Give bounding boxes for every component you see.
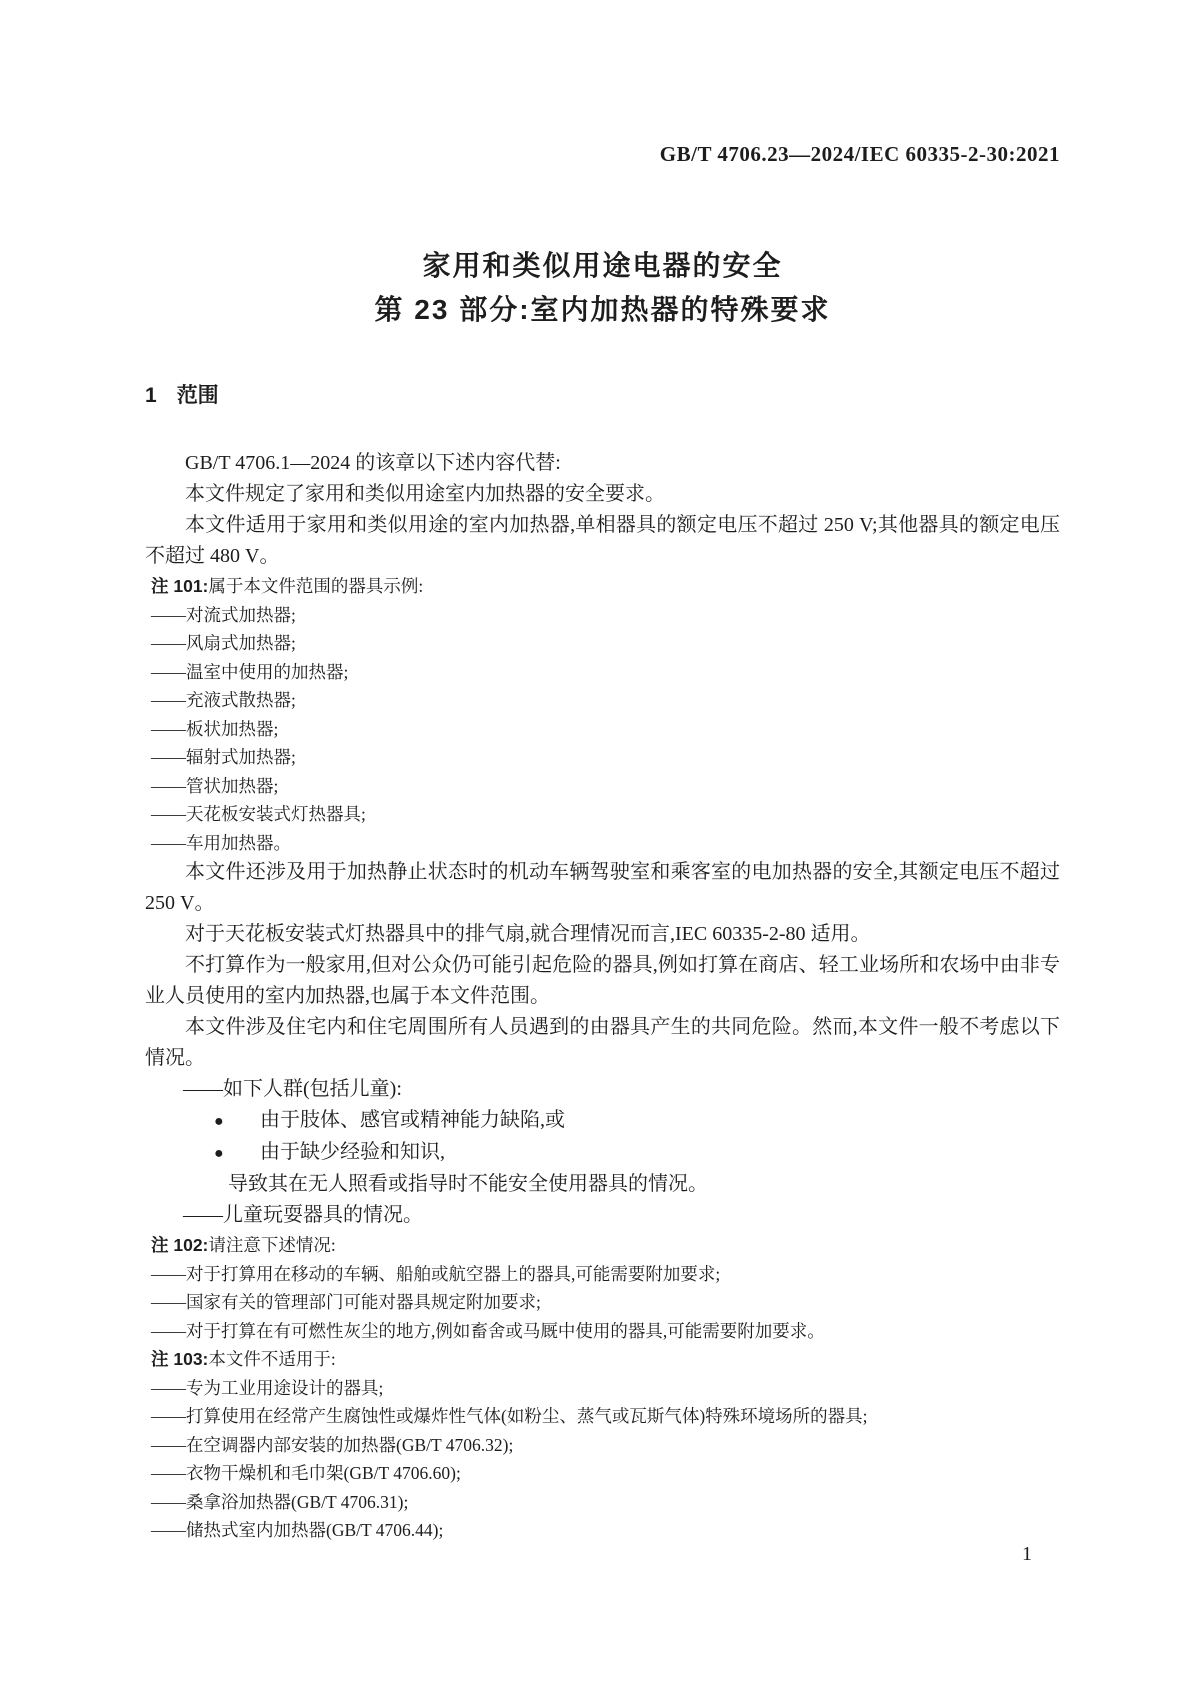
- note-103-block: [151, 1345, 1060, 1545]
- page-content: [145, 0, 1060, 1545]
- title-line-2: 第 23 部分:室内加热器的特殊要求: [374, 294, 831, 325]
- note-101-item: ——充液式散热器;: [151, 690, 296, 710]
- note-103-item: ——打算使用在经常产生腐蚀性或爆炸性气体(如粉尘、蒸气或瓦斯气体)特殊环境场所的器具;: [151, 1406, 868, 1426]
- bullet-icon: ●: [214, 1113, 224, 1130]
- note-101-item: ——管状加热器;: [151, 775, 279, 796]
- bullet-item-experience: [214, 1137, 1060, 1169]
- page-number: 1: [1022, 1543, 1032, 1565]
- note-103-item: ——桑拿浴加热器(GB/T 4706.31);: [151, 1491, 409, 1512]
- paragraph-scope-statement: 本文件规定了家用和类似用途室内加热器的安全要求。: [185, 483, 665, 505]
- note-103-text: 本文件不适用于:: [208, 1349, 336, 1369]
- section-number: 1: [145, 384, 157, 407]
- note-103-heading: [151, 1345, 1060, 1374]
- title-line-1: 家用和类似用途电器的安全: [422, 250, 783, 281]
- note-101-item: ——温室中使用的加热器;: [151, 661, 349, 682]
- note-101-block: [151, 572, 1060, 857]
- note-101-heading: [151, 572, 1060, 601]
- note-101-item: ——天花板安装式灯热器具;: [151, 804, 366, 824]
- note-103-item: ——在空调器内部安装的加热器(GB/T 4706.32);: [151, 1434, 514, 1455]
- note-101-item: ——辐射式加热器;: [151, 747, 296, 767]
- note-103-label: 注 103:: [151, 1349, 209, 1369]
- note-102-block: [151, 1231, 1060, 1345]
- paragraph-exhaust-fan: 对于天花板安装式灯热器具中的排气扇,就合理情况而言,IEC 60335-2-80 适用。: [185, 923, 871, 945]
- bullet-icon: ●: [214, 1145, 224, 1162]
- section-title: 范围: [176, 384, 219, 407]
- note-102-item: ——国家有关的管理部门可能对器具规定附加要求;: [151, 1292, 541, 1312]
- paragraph-rated-voltage: 本文件适用于家用和类似用途的室内加热器,单相器具的额定电压不超过 250 V;其他器具的额定电压不超过 480 V。: [145, 514, 1060, 567]
- dash-item-persons: ——如下人群(包括儿童):: [183, 1078, 402, 1100]
- dash-item-children-play: ——儿童玩耍器具的情况。: [183, 1204, 423, 1226]
- note-102-item: ——对于打算在有可燃性灰尘的地方,例如畜舍或马厩中使用的器具,可能需要附加要求。: [151, 1320, 825, 1341]
- paragraph-non-household: 不打算作为一般家用,但对公众仍可能引起危险的器具,例如打算在商店、轻工业场所和农场中由非专业人员使用的室内加热器,也属于本文件范围。: [145, 954, 1060, 1007]
- note-101-item: ——板状加热器;: [151, 718, 279, 739]
- bullet-item-physical: [214, 1105, 1060, 1137]
- note-102-heading: [151, 1231, 1060, 1260]
- paragraph-vehicle-heaters: 本文件还涉及用于加热静止状态时的机动车辆驾驶室和乘客室的电加热器的安全,其额定电压不超过 250 V。: [145, 861, 1060, 914]
- note-101-item: ——风扇式加热器;: [151, 633, 296, 653]
- hanging-line-unsupervised: 导致其在无人照看或指导时不能安全使用器具的情况。: [228, 1173, 708, 1195]
- note-102-item: ——对于打算用在移动的车辆、船舶或航空器上的器具,可能需要附加要求;: [151, 1263, 721, 1284]
- standard-code-header: GB/T 4706.23—2024/IEC 60335-2-30:2021: [659, 142, 1060, 166]
- bullet-text: 由于缺少经验和知识,: [260, 1141, 445, 1163]
- paragraph-common-hazards: 本文件涉及住宅内和住宅周围所有人员遇到的由器具产生的共同危险。然而,本文件一般不考虑以下情况。: [145, 1016, 1060, 1069]
- note-103-item: ——储热式室内加热器(GB/T 4706.44);: [151, 1520, 444, 1540]
- note-103-item: ——衣物干燥机和毛巾架(GB/T 4706.60);: [151, 1463, 461, 1483]
- note-101-text: 属于本文件范围的器具示例:: [208, 576, 424, 596]
- note-103-item: ——专为工业用途设计的器具;: [151, 1377, 384, 1398]
- note-101-item: ——对流式加热器;: [151, 604, 296, 625]
- note-102-text: 请注意下述情况:: [208, 1235, 336, 1255]
- note-101-item: ——车用加热器。: [151, 832, 291, 853]
- section-heading-scope: [145, 382, 1060, 410]
- paragraph-replacement-clause: GB/T 4706.1—2024 的该章以下述内容代替:: [185, 452, 561, 474]
- bullet-text: 由于肢体、感官或精神能力缺陷,或: [260, 1109, 565, 1131]
- document-title: [145, 244, 1060, 332]
- note-102-label: 注 102:: [151, 1235, 209, 1255]
- note-101-label: 注 101:: [151, 576, 209, 596]
